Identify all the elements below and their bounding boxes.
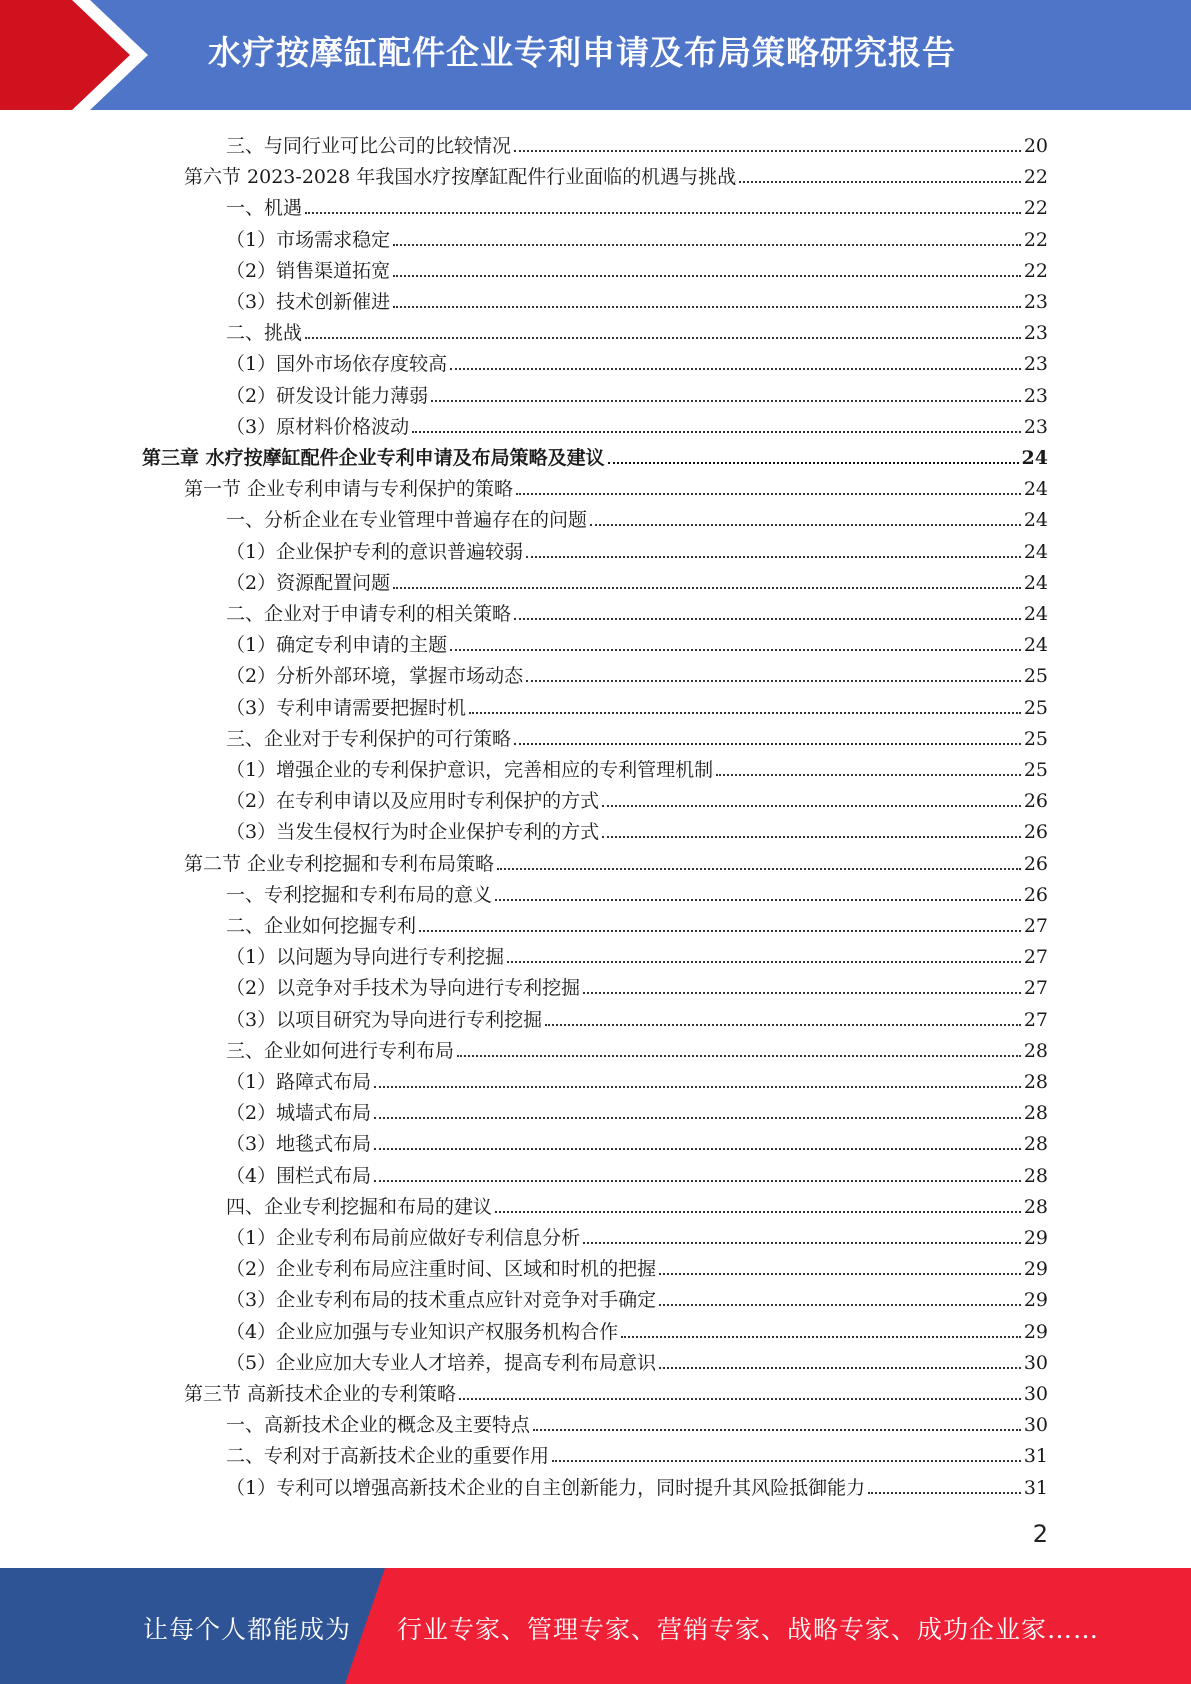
toc-entry-page: 26 [1023, 852, 1048, 875]
toc-entry-page: 25 [1023, 727, 1048, 750]
toc-entry[interactable] [226, 1437, 1048, 1468]
toc-leader-dots [450, 367, 1021, 370]
toc-entry[interactable] [226, 1125, 1048, 1156]
toc-entry-page: 23 [1023, 353, 1048, 376]
toc-entry[interactable] [226, 1313, 1048, 1344]
toc-entry-page: 28 [1023, 1133, 1048, 1156]
toc-entry-page: 22 [1023, 228, 1048, 251]
toc-entry-page: 25 [1023, 696, 1048, 719]
toc-entry-title: 一、高新技术企业的概念及主要特点 [226, 1414, 531, 1437]
toc-entry-title: 一、机遇 [226, 197, 303, 220]
toc-entry[interactable] [184, 470, 1048, 501]
toc-entry-title: （1）专利可以增强高新技术企业的自主创新能力，同时提升其风险抵御能力 [226, 1476, 866, 1499]
toc-entry-title: 一、分析企业在专业管理中普遍存在的问题 [226, 509, 588, 532]
toc-leader-dots [608, 461, 1019, 464]
toc-entry[interactable] [226, 377, 1048, 408]
toc-entry[interactable] [226, 938, 1048, 969]
report-title: 水疗按摩缸配件企业专利申请及布局策略研究报告 [208, 33, 956, 72]
toc-entry-page: 24 [1023, 571, 1048, 594]
toc-entry-page: 23 [1023, 291, 1048, 313]
toc-leader-dots [497, 867, 1021, 870]
toc-entry[interactable] [226, 314, 1048, 345]
toc-entry-page: 25 [1023, 665, 1048, 688]
toc-leader-dots [516, 492, 1021, 495]
toc-entry-page: 28 [1023, 1164, 1048, 1187]
toc-entry-page: 27 [1023, 946, 1048, 969]
toc-entry[interactable] [184, 1375, 1048, 1406]
toc-leader-dots [514, 617, 1021, 620]
toc-entry-page: 29 [1023, 1258, 1048, 1281]
toc-entry-title: （5）企业应加大专业人才培养，提高专利布局意识 [226, 1351, 657, 1374]
toc-leader-dots [507, 960, 1021, 963]
toc-leader-dots [514, 149, 1021, 152]
toc-entry-page: 24 [1021, 447, 1048, 469]
toc-entry-page: 30 [1023, 1383, 1048, 1405]
toc-entry-page: 30 [1023, 1414, 1048, 1437]
toc-entry-title: （3）企业专利布局的技术重点应针对竞争对手确定 [226, 1289, 657, 1312]
toc-entry[interactable] [226, 1032, 1048, 1063]
toc-entry-title: （1）企业保护专利的意识普遍较弱 [226, 540, 524, 563]
toc-entry-title: （2）分析外部环境，掌握市场动态 [226, 665, 524, 688]
toc-entry-title: 第三节 高新技术企业的专利策略 [184, 1383, 457, 1405]
toc-leader-dots [533, 1428, 1021, 1431]
toc-entry-page: 24 [1023, 634, 1048, 657]
toc-entry[interactable] [142, 439, 1048, 470]
toc-entry-title: （1）以问题为导向进行专利挖掘 [226, 946, 505, 969]
toc-leader-dots [393, 243, 1021, 246]
toc-entry-page: 31 [1023, 1476, 1048, 1499]
toc-entry-title: （3）地毯式布局 [226, 1133, 372, 1156]
toc-leader-dots [469, 711, 1021, 714]
toc-entry-page: 26 [1023, 883, 1048, 906]
toc-entry-title: （3）以项目研究为导向进行专利挖掘 [226, 1008, 543, 1031]
toc-entry[interactable] [226, 1063, 1048, 1094]
toc-entry-title: （1）增强企业的专利保护意识，完善相应的专利管理机制 [226, 759, 714, 781]
toc-entry-title: 二、挑战 [226, 322, 303, 345]
toc-entry[interactable] [226, 1094, 1048, 1125]
toc-leader-dots [495, 898, 1021, 901]
toc-entry[interactable] [226, 1344, 1048, 1375]
toc-entry[interactable] [184, 158, 1048, 189]
toc-entry-page: 24 [1023, 540, 1048, 563]
toc-leader-dots [621, 1335, 1021, 1338]
toc-leader-dots [659, 1303, 1021, 1306]
toc-entry[interactable] [226, 252, 1048, 283]
toc-entry-title: （3）技术创新催进 [226, 291, 391, 313]
toc-entry-title: （2）城墙式布局 [226, 1102, 372, 1125]
toc-leader-dots [450, 648, 1021, 651]
toc-entry-title: （1）确定专利申请的主题 [226, 634, 448, 657]
toc-entry-title: （2）资源配置问题 [226, 571, 391, 594]
toc-entry[interactable] [226, 283, 1048, 314]
toc-entry-title: 二、企业如何挖掘专利 [226, 915, 417, 937]
toc-entry-page: 28 [1023, 1039, 1048, 1062]
toc-leader-dots [393, 586, 1021, 589]
toc-leader-dots [583, 1241, 1021, 1244]
toc-leader-dots [602, 804, 1021, 807]
toc-entry-page: 26 [1023, 821, 1048, 844]
toc-entry-page: 27 [1023, 977, 1048, 1000]
toc-entry[interactable] [226, 345, 1048, 376]
toc-leader-dots [868, 1491, 1021, 1494]
toc-entry-title: （2）企业专利布局应注重时间、区域和时机的把握 [226, 1258, 657, 1281]
toc-entry[interactable] [226, 564, 1048, 595]
toc-entry[interactable] [226, 689, 1048, 720]
toc-leader-dots [495, 1210, 1021, 1213]
toc-entry[interactable] [226, 127, 1048, 158]
toc-leader-dots [305, 211, 1021, 214]
toc-entry-title: 二、专利对于高新技术企业的重要作用 [226, 1445, 550, 1468]
toc-entry[interactable] [226, 1219, 1048, 1250]
toc-entry-page: 29 [1023, 1289, 1048, 1312]
toc-entry[interactable] [226, 1188, 1048, 1219]
toc-entry-page: 23 [1023, 384, 1048, 407]
toc-entry-title: （1）市场需求稳定 [226, 228, 391, 251]
toc-entry-page: 27 [1023, 915, 1048, 937]
toc-entry-page: 23 [1023, 322, 1048, 345]
toc-leader-dots [419, 929, 1021, 932]
toc-leader-dots [659, 1272, 1021, 1275]
toc-leader-dots [583, 991, 1021, 994]
toc-entry-title: （2）以竞争对手技术为导向进行专利挖掘 [226, 977, 581, 1000]
footer-tagline: 行业专家、管理专家、营销专家、战略专家、成功企业家…… [397, 1615, 1100, 1644]
toc-entry[interactable] [226, 782, 1048, 813]
toc-entry-title: 第二节 企业专利挖掘和专利布局策略 [184, 852, 495, 875]
toc-entry-title: 一、专利挖掘和专利布局的意义 [226, 883, 493, 906]
toc-entry-page: 22 [1023, 259, 1048, 282]
toc-entry-title: 三、企业对于专利保护的可行策略 [226, 727, 512, 750]
toc-leader-dots [552, 1459, 1021, 1462]
toc-leader-dots [526, 679, 1021, 682]
toc-entry-title: 第三章 水疗按摩缸配件企业专利申请及布局策略及建议 [142, 447, 605, 469]
toc-leader-dots [716, 773, 1021, 776]
toc-entry[interactable] [226, 1001, 1048, 1032]
toc-entry[interactable] [226, 1469, 1048, 1500]
toc-entry-page: 29 [1023, 1227, 1048, 1249]
toc-entry-title: （3）原材料价格波动 [226, 415, 410, 438]
toc-entry-page: 24 [1023, 509, 1048, 532]
toc-entry[interactable] [226, 408, 1048, 439]
toc-leader-dots [374, 1147, 1021, 1150]
toc-entry-page: 22 [1023, 166, 1048, 189]
toc-entry[interactable] [226, 720, 1048, 751]
toc-entry-title: （4）企业应加强与专业知识产权服务机构合作 [226, 1320, 619, 1343]
toc-entry[interactable] [226, 813, 1048, 844]
toc-leader-dots [374, 1116, 1021, 1119]
toc-leader-dots [602, 835, 1021, 838]
toc-leader-dots [393, 274, 1021, 277]
toc-entry[interactable] [226, 1157, 1048, 1188]
toc-entry[interactable] [226, 969, 1048, 1000]
toc-entry[interactable] [226, 221, 1048, 252]
toc-entry-page: 29 [1023, 1320, 1048, 1343]
toc-entry-page: 22 [1023, 197, 1048, 220]
footer-slogan: 让每个人都能成为 [143, 1615, 352, 1644]
toc-leader-dots [412, 430, 1021, 433]
toc-leader-dots [545, 1023, 1021, 1026]
header-arrow-decoration [0, 0, 150, 110]
toc-entry[interactable] [226, 501, 1048, 532]
toc-entry-title: （2）研发设计能力薄弱 [226, 384, 429, 407]
toc-leader-dots [590, 523, 1021, 526]
toc-leader-dots [393, 305, 1021, 308]
toc-entry-page: 26 [1023, 790, 1048, 813]
toc-entry-page: 28 [1023, 1071, 1048, 1093]
page-header [0, 0, 1191, 110]
toc-leader-dots [659, 1366, 1021, 1369]
toc-entry[interactable] [226, 1281, 1048, 1312]
toc-entry-title: 二、企业对于申请专利的相关策略 [226, 603, 512, 625]
toc-entry[interactable] [184, 845, 1048, 876]
toc-entry[interactable] [226, 907, 1048, 938]
toc-entry-title: （3）专利申请需要把握时机 [226, 696, 467, 719]
page-footer [0, 1568, 1191, 1684]
toc-entry[interactable] [226, 533, 1048, 564]
toc-leader-dots [526, 555, 1021, 558]
toc-entry-page: 30 [1023, 1351, 1048, 1374]
toc-entry-page: 28 [1023, 1102, 1048, 1125]
toc-leader-dots [457, 1054, 1021, 1057]
toc-leader-dots [431, 399, 1021, 402]
toc-entry-page: 27 [1023, 1008, 1048, 1031]
toc-entry-page: 23 [1023, 415, 1048, 438]
toc-leader-dots [374, 1179, 1021, 1182]
toc-entry[interactable] [226, 751, 1048, 782]
toc-entry-page: 24 [1023, 478, 1048, 501]
toc-leader-dots [514, 742, 1021, 745]
toc-entry-page: 24 [1023, 603, 1048, 625]
toc-entry[interactable] [226, 595, 1048, 626]
toc-entry-title: （1）路障式布局 [226, 1071, 372, 1093]
toc-entry-title: （2）销售渠道拓宽 [226, 259, 391, 282]
toc-entry-page: 28 [1023, 1195, 1048, 1218]
toc-leader-dots [739, 180, 1021, 183]
toc-entry[interactable] [226, 1406, 1048, 1437]
toc-entry-title: （3）当发生侵权行为时企业保护专利的方式 [226, 821, 600, 844]
toc-entry-title: 第一节 企业专利申请与专利保护的策略 [184, 478, 514, 501]
toc-entry[interactable] [226, 189, 1048, 220]
toc-entry[interactable] [226, 876, 1048, 907]
toc-entry[interactable] [226, 657, 1048, 688]
toc-entry-title: 三、与同行业可比公司的比较情况 [226, 135, 512, 157]
toc-entry[interactable] [226, 1250, 1048, 1281]
page-number: 2 [1032, 1520, 1048, 1548]
toc-entry-page: 20 [1023, 135, 1048, 157]
toc-leader-dots [459, 1397, 1021, 1400]
toc-entry-title: 四、企业专利挖掘和布局的建议 [226, 1195, 493, 1218]
toc-entry-title: （4）围栏式布局 [226, 1164, 372, 1187]
toc-leader-dots [374, 1085, 1021, 1088]
toc-entry[interactable] [226, 626, 1048, 657]
toc-entry-page: 31 [1023, 1445, 1048, 1468]
toc-entry-title: （1）国外市场依存度较高 [226, 353, 448, 376]
toc-leader-dots [305, 336, 1021, 339]
toc-entry-title: （2）在专利申请以及应用时专利保护的方式 [226, 790, 600, 813]
toc-entry-title: 第六节 2023-2028 年我国水疗按摩缸配件行业面临的机遇与挑战 [184, 166, 737, 189]
toc-entry-title: （1）企业专利布局前应做好专利信息分析 [226, 1227, 581, 1249]
toc-entry-title: 三、企业如何进行专利布局 [226, 1039, 455, 1062]
toc-entry-page: 25 [1023, 759, 1048, 781]
